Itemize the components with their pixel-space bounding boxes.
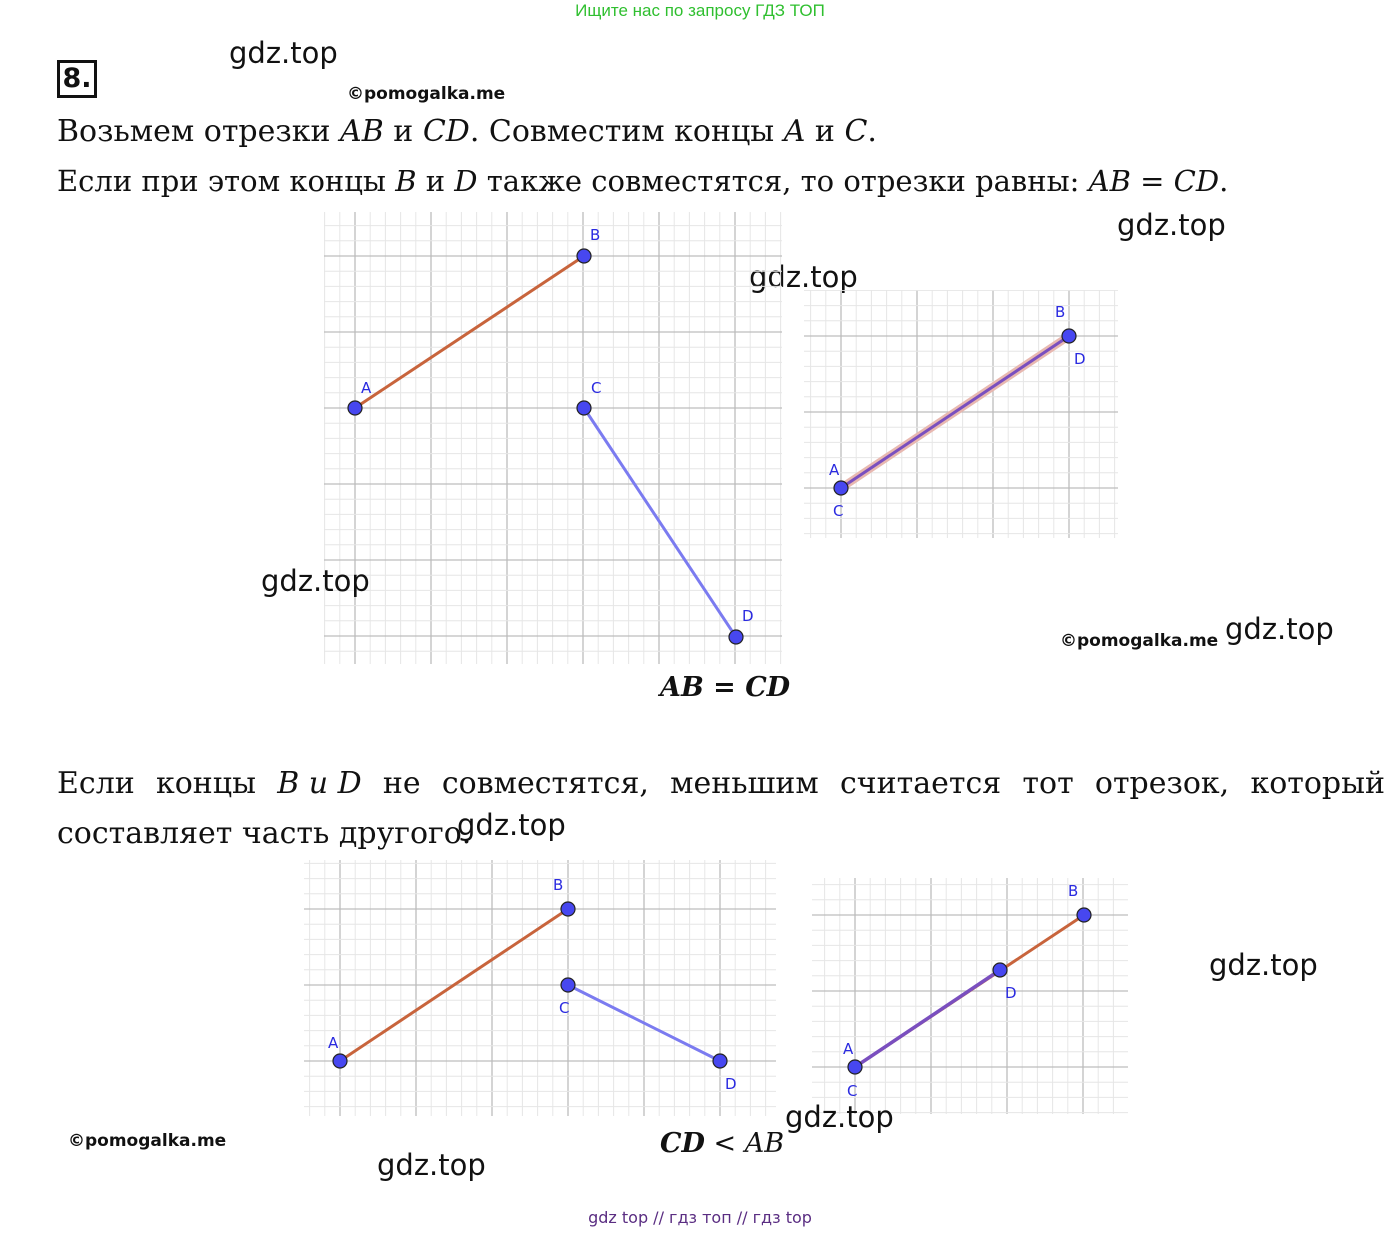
watermark-pomogalka: ©pomogalka.me xyxy=(1060,631,1219,651)
grid xyxy=(804,290,1118,538)
label-d: D xyxy=(725,1075,737,1093)
segment-cd xyxy=(855,970,1000,1067)
point-b[interactable] xyxy=(1077,908,1091,922)
point-a-c[interactable] xyxy=(834,481,848,495)
point-a-c[interactable] xyxy=(848,1060,862,1074)
watermark-pomogalka: ©pomogalka.me xyxy=(68,1131,227,1151)
label-a: A xyxy=(328,1034,339,1052)
watermark-pomogalka: ©pomogalka.me xyxy=(347,84,506,104)
watermark-gdz: gdz.top xyxy=(1209,948,1318,982)
watermark-gdz: gdz.top xyxy=(229,36,338,70)
watermark-gdz: gdz.top xyxy=(457,808,566,842)
label-b: B xyxy=(590,226,601,244)
label-b: B xyxy=(1055,303,1066,321)
figure-overlap-segments xyxy=(812,878,1128,1114)
label-c: C xyxy=(591,379,602,397)
point-d[interactable] xyxy=(713,1054,727,1068)
watermark-gdz: gdz.top xyxy=(261,564,370,598)
label-a: A xyxy=(843,1040,854,1058)
task-number: 8. xyxy=(57,60,97,98)
point-b[interactable] xyxy=(561,902,575,916)
watermark-gdz: gdz.top xyxy=(1225,612,1334,646)
point-b-d[interactable] xyxy=(1062,329,1076,343)
segment-cd xyxy=(584,408,736,637)
label-d: D xyxy=(1005,984,1017,1002)
point-a[interactable] xyxy=(333,1054,347,1068)
label-b: B xyxy=(553,876,564,894)
point-b[interactable] xyxy=(577,249,591,263)
paragraph1-line1: Возьмем отрезки AB и CD. Совместим концы A и C. xyxy=(57,114,877,149)
point-c[interactable] xyxy=(577,401,591,415)
watermark-gdz: gdz.top xyxy=(749,260,858,294)
point-c[interactable] xyxy=(561,978,575,992)
label-d: D xyxy=(742,607,754,625)
label-c: C xyxy=(833,502,844,520)
figure-separate-segments xyxy=(324,212,782,664)
search-banner[interactable]: Ищите нас по запросу ГДЗ ТОП xyxy=(575,1,825,20)
label-d: D xyxy=(1074,350,1086,368)
label-c: C xyxy=(847,1082,858,1100)
watermark-gdz: gdz.top xyxy=(1117,208,1226,242)
caption-equal: AB = CD xyxy=(660,672,791,703)
label-a: A xyxy=(829,461,840,479)
watermark-gdz: gdz.top xyxy=(785,1100,894,1134)
label-b: B xyxy=(1068,882,1079,900)
paragraph1-line2: Если при этом концы B и D также совместятся, то отрезки равны: AB = CD. xyxy=(57,164,1229,198)
figure-unequal-segments xyxy=(304,860,776,1116)
grid xyxy=(304,860,776,1116)
paragraph2-line2: составляет часть другого. xyxy=(57,816,472,851)
footer-links[interactable]: gdz top // гдз топ // гдз top xyxy=(588,1208,812,1227)
point-d[interactable] xyxy=(993,963,1007,977)
label-c: C xyxy=(559,999,570,1017)
point-a[interactable] xyxy=(348,401,362,415)
point-d[interactable] xyxy=(729,630,743,644)
caption-less: CD < AB xyxy=(660,1128,785,1159)
watermark-gdz: gdz.top xyxy=(377,1148,486,1182)
figure-coinciding-segments xyxy=(804,290,1118,538)
label-a: A xyxy=(361,379,372,397)
paragraph2-line1: Если концы B и D не совместятся, меньшим считается тот отрезок, который xyxy=(57,766,1385,801)
grid xyxy=(324,212,782,664)
